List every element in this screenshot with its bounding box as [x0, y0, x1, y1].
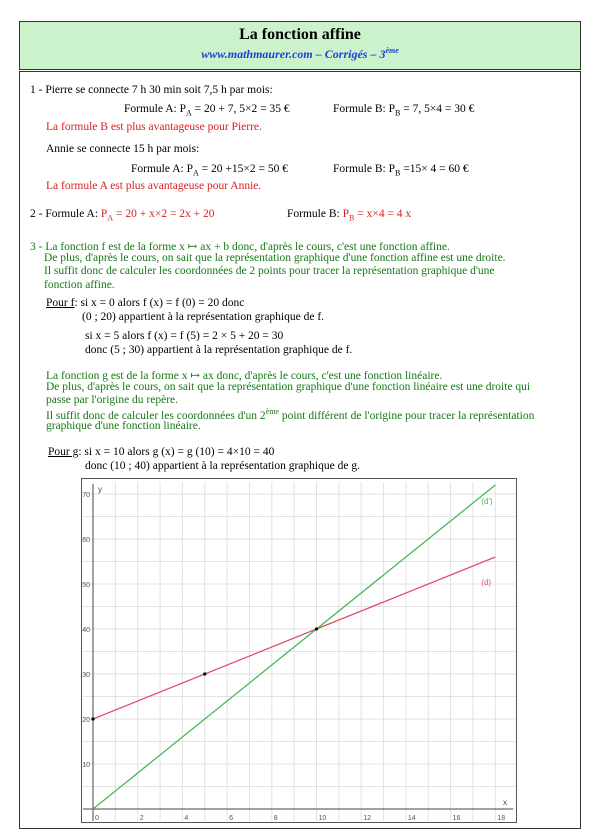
- x-tick-label: 10: [318, 815, 327, 822]
- y-tick-label: 40: [82, 627, 90, 634]
- subtitle-sup: ème: [385, 46, 399, 55]
- line-12: Pour f: si x = 0 alors f (x) = f (0) = 20 donc: [46, 297, 245, 309]
- series-label-d-prime: (d'): [481, 497, 493, 506]
- line-21: Pour g: si x = 10 alors g (x) = g (10) = 4×10 = 40: [48, 446, 275, 458]
- series-label-d: (d): [481, 578, 492, 587]
- line-6: La formule A est plus avantageuse pour Annie.: [46, 180, 262, 192]
- y-axis-label: y: [98, 485, 102, 494]
- x-tick-label: 12: [363, 815, 371, 822]
- y-tick-label: 70: [82, 492, 90, 499]
- y-tick-label: 10: [82, 762, 90, 769]
- data-point: [203, 672, 206, 675]
- line-9: De plus, d'après le cours, on sait que la représentation graphique d'une fonction affine est une droite.: [44, 252, 506, 264]
- x-tick-label: 8: [273, 815, 278, 822]
- line-2-b: Formule B: $P_B = 7$, 5×4 = 30 €: [333, 103, 475, 118]
- line-7-b: Formule B: $P_B = x\times 4 = 4$ x: [287, 208, 412, 223]
- line-15: donc (5 ; 30) appartient à la représentation graphique de f.: [85, 344, 353, 356]
- line-18: passe par l'origine du repère.: [46, 394, 179, 406]
- line-14: si x = 5 alors f (x) = f (5) = 2 × 5 + 20 = 30: [85, 330, 284, 342]
- x-tick-label: 14: [407, 815, 416, 822]
- line-8: 3 - La fonction f est de la forme x ↦ ax + b donc, d'après le cours, c'est une fonction affine.: [30, 241, 450, 253]
- data-point: [315, 627, 318, 630]
- line-13: (0 ; 20) appartient à la représentation graphique de f.: [82, 311, 325, 323]
- y-tick-label: 30: [82, 672, 90, 679]
- x-tick-label: 16: [452, 815, 461, 822]
- function-graph: [81, 478, 517, 823]
- x-tick-label: 0: [95, 815, 99, 822]
- line-3: La formule B est plus avantageuse pour Pierre.: [46, 121, 262, 133]
- line-10: Il suffit donc de calculer les coordonnées de 2 points pour tracer la représentation graphique d'une: [44, 265, 495, 277]
- line-2: Formule A: $P_A = 20 + 7$, 5×2 = 35 €: [124, 103, 290, 118]
- page-title: La fonction affine: [239, 26, 361, 43]
- data-point: [91, 717, 94, 720]
- y-tick-label: 20: [82, 717, 90, 724]
- page-subtitle: [20, 46, 580, 62]
- x-tick-label: 18: [497, 815, 506, 822]
- line-4: Annie se connecte 15 h par mois:: [46, 143, 200, 155]
- line-7: 2 - Formule A: $P_A = 20 + x\times 2 = 2x + 20$: [30, 208, 215, 223]
- line-20: graphique d'une fonction linéaire.: [46, 420, 201, 432]
- site-link[interactable]: www.mathmaurer.com: [201, 47, 313, 61]
- chart-border: [82, 479, 517, 823]
- x-axis-label: x: [503, 798, 507, 807]
- y-tick-label: 60: [82, 537, 90, 544]
- line-11: fonction affine.: [44, 279, 115, 291]
- x-tick-label: 6: [229, 815, 234, 822]
- x-tick-label: 2: [139, 815, 144, 822]
- line-5-b: Formule B: $P_B =15\times 4 = 60$ €: [333, 163, 469, 178]
- line-1: 1 - Pierre se connecte 7 h 30 min soit 7,5 h par mois:: [30, 84, 273, 96]
- line-22: donc (10 ; 40) appartient à la représentation graphique de g.: [85, 460, 360, 472]
- y-tick-label: 50: [82, 582, 90, 589]
- line-17: De plus, d'après le cours, on sait que la représentation graphique d'une fonction linéaire est une droite qui: [46, 381, 531, 393]
- x-tick-label: 4: [184, 815, 189, 822]
- line-19: Il suffit donc de calculer les coordonnées d'un 2ème point différent de l'origine pour tracer la représentation: [46, 407, 535, 422]
- line-5: Formule A: $P_A = 20 +15\times 2 = 50$ €: [131, 163, 288, 178]
- subtitle-rest: – Corrigés – 3: [312, 47, 386, 61]
- title-box: [19, 21, 581, 70]
- line-16: La fonction g est de la forme x ↦ ax donc, d'après le cours, c'est une fonction linéaire.: [46, 370, 443, 382]
